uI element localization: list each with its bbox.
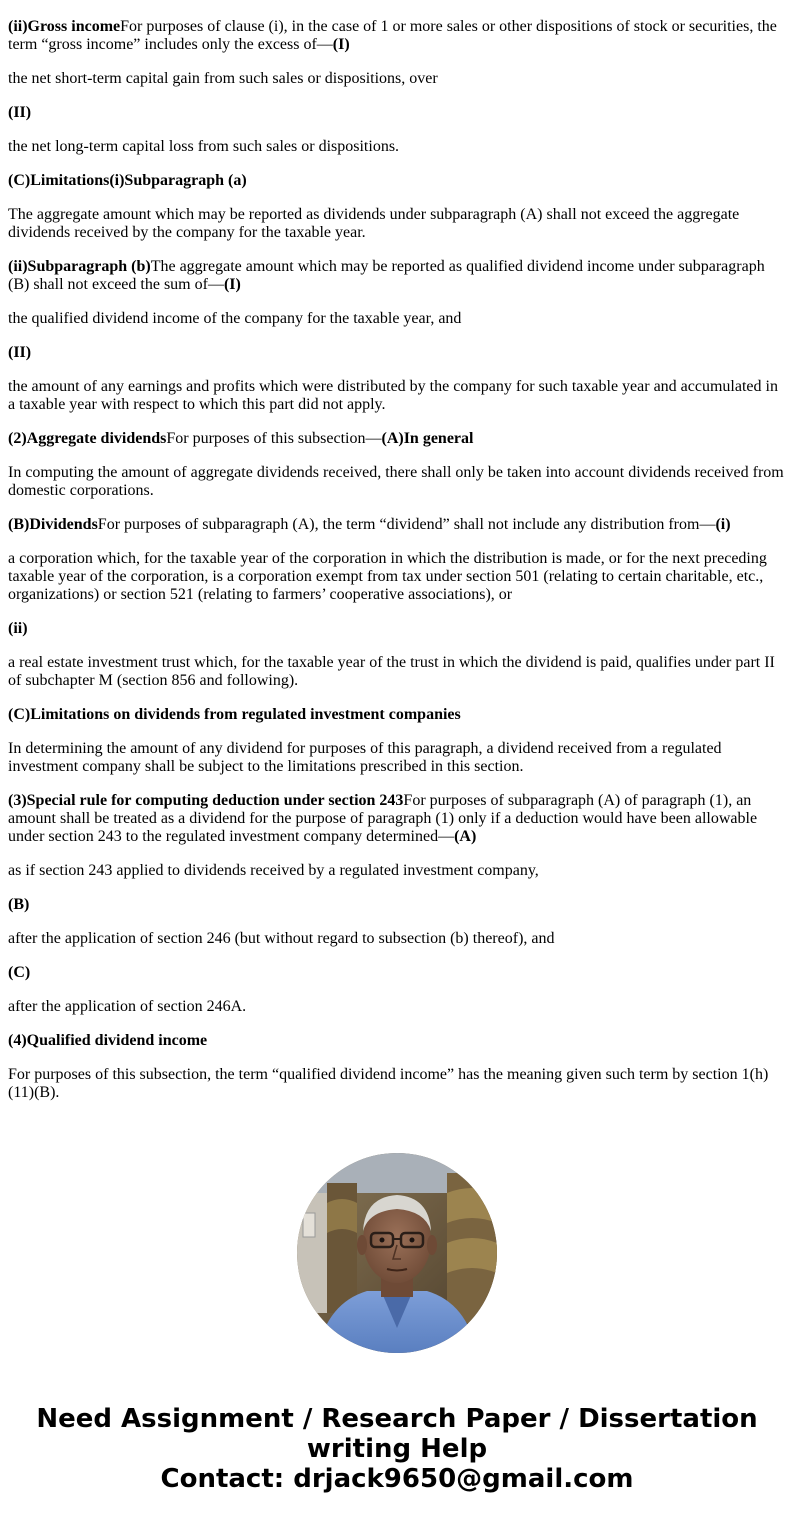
- clause-label: (I): [332, 36, 350, 53]
- paragraph: after the application of section 246 (but without regard to subsection (b) thereof), and: [8, 930, 555, 947]
- paragraph: the net long-term capital loss from such sales or dispositions.: [8, 138, 400, 155]
- paragraph: the net short-term capital gain from such sales or dispositions, over: [8, 70, 438, 87]
- paragraph: In determining the amount of any dividend for purposes of this paragraph, a dividend received from a regulated investment company shall be subject to the limitations prescribed in this section.: [8, 740, 722, 775]
- paragraph: [8, 104, 786, 122]
- clause-label: (II): [8, 104, 32, 121]
- clause-label: (II): [8, 344, 32, 361]
- clause-label: (I): [223, 276, 241, 293]
- paragraph: [8, 1032, 786, 1050]
- paragraph: For purposes of this subsection, the term “qualified dividend income” has the meaning given such term by section 1(h)(11)(B).: [8, 1066, 769, 1101]
- paragraph: [8, 964, 786, 982]
- clause-label: (C): [8, 964, 31, 981]
- paragraph: (2)Aggregate dividendsFor purposes of this subsection—(A)In general: [8, 430, 474, 447]
- clause-label: (2)Aggregate dividends: [8, 430, 167, 447]
- paragraph: (ii)Subparagraph (b)The aggregate amount which may be reported as qualified dividend income under subparagraph (B) shall not exceed the sum of—(I): [8, 258, 765, 293]
- document-body: [8, 0, 786, 1118]
- promo-line: Need Assignment / Research Paper / Dissertation: [36, 1404, 758, 1434]
- clause-label: (B)Dividends: [8, 516, 98, 533]
- clause-label: (ii): [8, 620, 28, 637]
- paragraph: (ii)Gross incomeFor purposes of clause (i), in the case of 1 or more sales or other dispositions of stock or securities, the term “gross income” includes only the excess of—(I): [8, 18, 777, 53]
- paragraph: as if section 243 applied to dividends received by a regulated investment company,: [8, 862, 539, 879]
- paragraph: In computing the amount of aggregate dividends received, there shall only be taken into account dividends received from domestic corporations.: [8, 464, 784, 499]
- paragraph: [8, 706, 786, 724]
- paragraph: The aggregate amount which may be reported as dividends under subparagraph (A) shall not exceed the aggregate dividends received by the company for the taxable year.: [8, 206, 740, 241]
- avatar: [297, 1153, 497, 1353]
- paragraph: after the application of section 246A.: [8, 998, 247, 1015]
- clause-label: (C)Limitations(i)Subparagraph (a): [8, 172, 247, 189]
- paragraph: a corporation which, for the taxable year of the corporation in which the distribution is made, or for the next preceding taxable year of the corporation, is a corporation exempt from tax under section 501 (relating to certain charitable, etc., organizations) or section 521 (relating to farmers’ cooperative associations), or: [8, 550, 767, 603]
- paragraph: [8, 0, 786, 2]
- paragraph: the qualified dividend income of the company for the taxable year, and: [8, 310, 462, 327]
- promo-line: writing Help: [306, 1434, 488, 1464]
- clause-label: (C)Limitations on dividends from regulated investment companies: [8, 706, 461, 723]
- paragraph: (3)Special rule for computing deduction under section 243For purposes of subparagraph (A) of paragraph (1), an amount shall be treated as a dividend for the purpose of paragraph (1) only if a deduction would have been allowable under section 243 to the regulated investment company determined—(A): [8, 792, 758, 845]
- clause-label: (i): [715, 516, 731, 533]
- clause-label: (ii)Subparagraph (b): [8, 258, 151, 275]
- person-photo: [297, 1153, 497, 1353]
- clause-label: (3)Special rule for computing deduction under section 243: [8, 792, 404, 809]
- paragraph: (B)DividendsFor purposes of subparagraph (A), the term “dividend” shall not include any distribution from—(i): [8, 516, 731, 533]
- contact-email: Contact: drjack9650@gmail.com: [160, 1464, 634, 1494]
- clause-label: (A): [454, 828, 477, 845]
- clause-label: (4)Qualified dividend income: [8, 1032, 208, 1049]
- clause-label: (B): [8, 896, 30, 913]
- clause-label: (A)In general: [381, 430, 474, 447]
- clause-label: (ii)Gross income: [8, 18, 121, 35]
- promo-banner: [0, 1404, 794, 1494]
- paragraph: [8, 344, 786, 362]
- paragraph: a real estate investment trust which, for the taxable year of the trust in which the dividend is paid, qualifies under part II of subchapter M (section 856 and following).: [8, 654, 775, 689]
- paragraph: the amount of any earnings and profits which were distributed by the company for such taxable year and accumulated in a taxable year with respect to which this part did not apply.: [8, 378, 778, 413]
- paragraph: [8, 896, 786, 914]
- paragraph: [8, 172, 786, 190]
- paragraph: [8, 620, 786, 638]
